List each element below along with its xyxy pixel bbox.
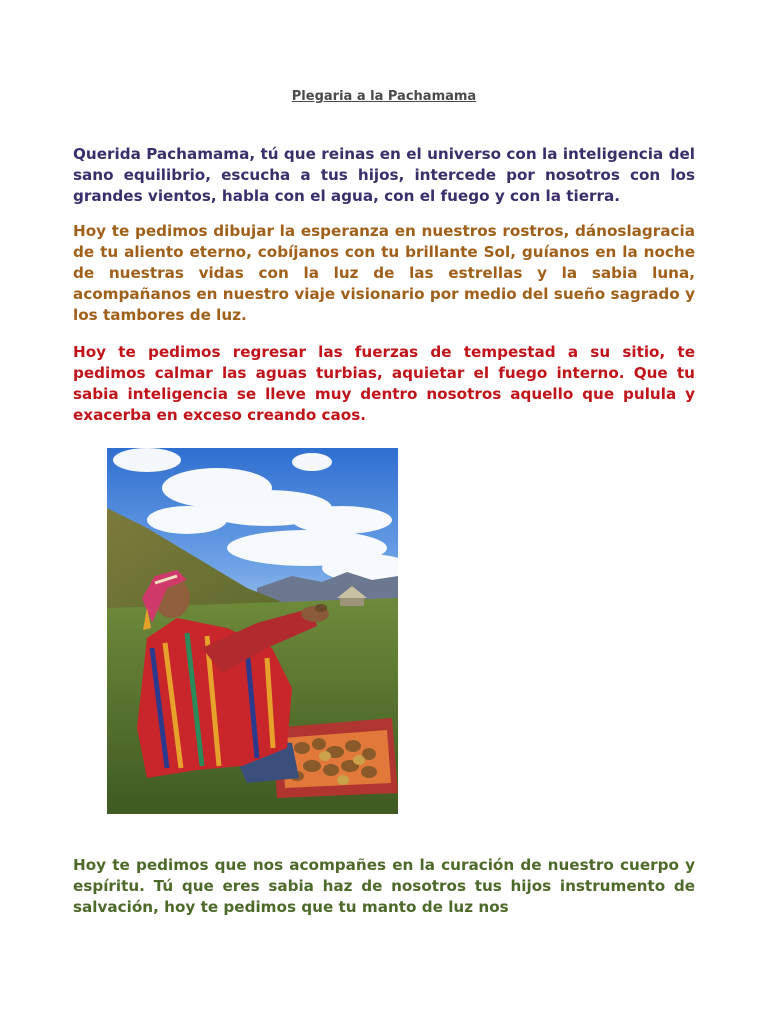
- document-title: Plegaria a la Pachamama: [291, 89, 477, 104]
- paragraph-3: Hoy te pedimos regresar las fuerzas de tempestad a su sitio, te pedimos calmar las aguas turbias, aquietar el fuego interno. Que tu sabia inteligencia se lleve muy dentro nosotros aquello que pulula y exacerba en exceso creando caos.: [73, 343, 695, 424]
- paragraph-2: Hoy te pedimos dibujar la esperanza en nuestros rostros, dánoslagracia de tu aliento eterno, cobíjanos con tu brillante Sol, guíanos en la noche de nuestras vidas con la luz de las estrellas y la sabia luna, acompañanos en nuestro viaje visionario por medio del sueño sagrado y los tambores de luz.: [73, 222, 695, 324]
- paragraph-1: Querida Pachamama, tú que reinas en el universo con la inteligencia del sano equilibrio, escucha a tus hijos, intercede por nosotros con los grandes vientos, habla con el agua, con el fuego y con la tierra.: [73, 145, 695, 205]
- andean-man-offering-photo: [107, 448, 398, 814]
- paragraph-4: Hoy te pedimos que nos acompañes en la curación de nuestro cuerpo y espíritu. Tú que eres sabia haz de nosotros tus hijos instrumento de salvación, hoy te pedimos que tu manto de luz nos: [73, 856, 695, 916]
